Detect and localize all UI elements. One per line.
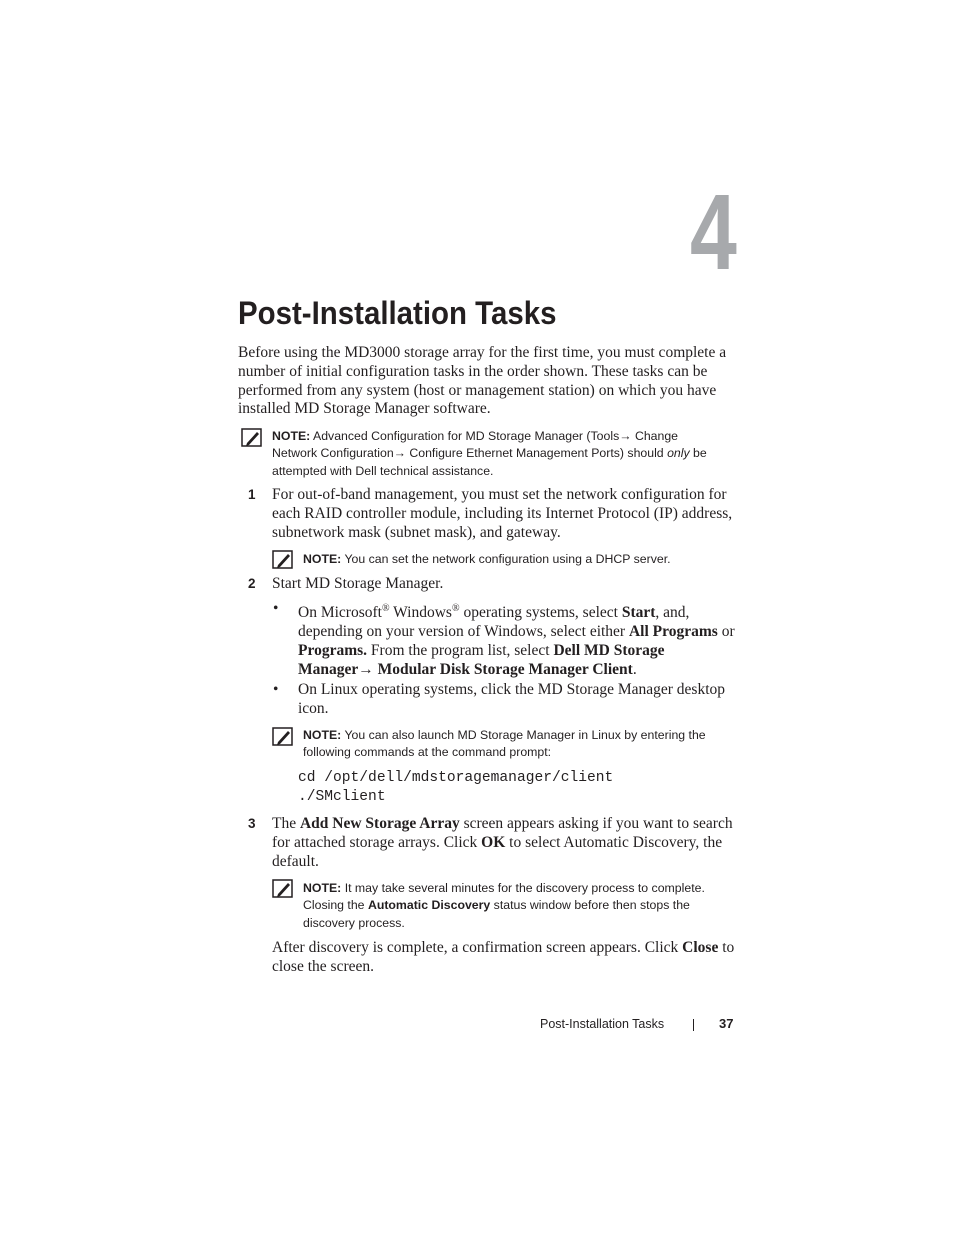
after-discovery-text: After discovery is complete, a confirmation screen appears. Click Close to close the screen.: [272, 939, 735, 975]
note-pencil-icon: [272, 727, 293, 746]
bullet-icon: •: [273, 681, 279, 698]
note-linux-launch: NOTE: You can also launch MD Storage Manager in Linux by entering the following commands at the command prompt:: [303, 728, 706, 760]
note-label: NOTE:: [272, 429, 311, 443]
command-line: cd /opt/dell/mdstoragemanager/client: [298, 770, 614, 786]
step-3-text: The Add New Storage Array screen appears asking if you want to search for attached storage arrays. Click OK to select Automatic Discovery, the default.: [272, 815, 733, 870]
note-advanced-configuration: NOTE: Advanced Configuration for MD Storage Manager (Tools→ Change Network Configuration→ Configure Ethernet Management Ports) should only be attempted with Dell technical assistance.: [272, 429, 707, 478]
note-pencil-icon: [272, 879, 293, 898]
bullet-windows: On Microsoft® Windows® operating systems, select Start, and, depending on your version of Windows, select either All Programs or Programs. From the program list, select Dell MD Storage Manager→ Modular Disk Storage Manager Client.: [298, 603, 735, 678]
note-label: NOTE:: [303, 728, 342, 742]
footer-section-title: Post-Installation Tasks: [540, 1017, 665, 1031]
bullet-linux: On Linux operating systems, click the MD Storage Manager desktop icon.: [298, 681, 726, 717]
note-label: NOTE:: [303, 552, 342, 566]
note-discovery: NOTE: It may take several minutes for the discovery process to complete. Closing the Automatic Discovery status window before then stops the discovery process.: [303, 881, 705, 930]
note-label: NOTE:: [303, 881, 342, 895]
page-title: Post-Installation Tasks: [238, 295, 557, 331]
bullet-icon: •: [273, 600, 279, 617]
step-number: 3: [248, 816, 256, 831]
page-number: 37: [719, 1016, 734, 1031]
intro-paragraph: Before using the MD3000 storage array for the first time, you must complete a number of initial configuration tasks in the order shown. These tasks can be performed from any system (host or management station) on which you have installed MD Storage Manager software.: [238, 344, 727, 418]
note-pencil-icon: [272, 550, 293, 569]
command-line: ./SMclient: [298, 788, 386, 805]
step-number: 2: [248, 576, 256, 591]
step-1-text: For out-of-band management, you must set the network configuration for each RAID controller module, including its Internet Protocol (IP) address, subnetwork mask (subnet mask), and gateway.: [272, 486, 733, 541]
footer-divider: [693, 1019, 694, 1031]
chapter-number: 4: [690, 171, 737, 292]
step-number: 1: [248, 487, 256, 502]
note-pencil-icon: [241, 428, 262, 447]
command-block: [298, 769, 613, 807]
note-dhcp: NOTE: You can set the network configuration using a DHCP server.: [303, 552, 671, 566]
step-2-text: Start MD Storage Manager.: [272, 575, 444, 592]
